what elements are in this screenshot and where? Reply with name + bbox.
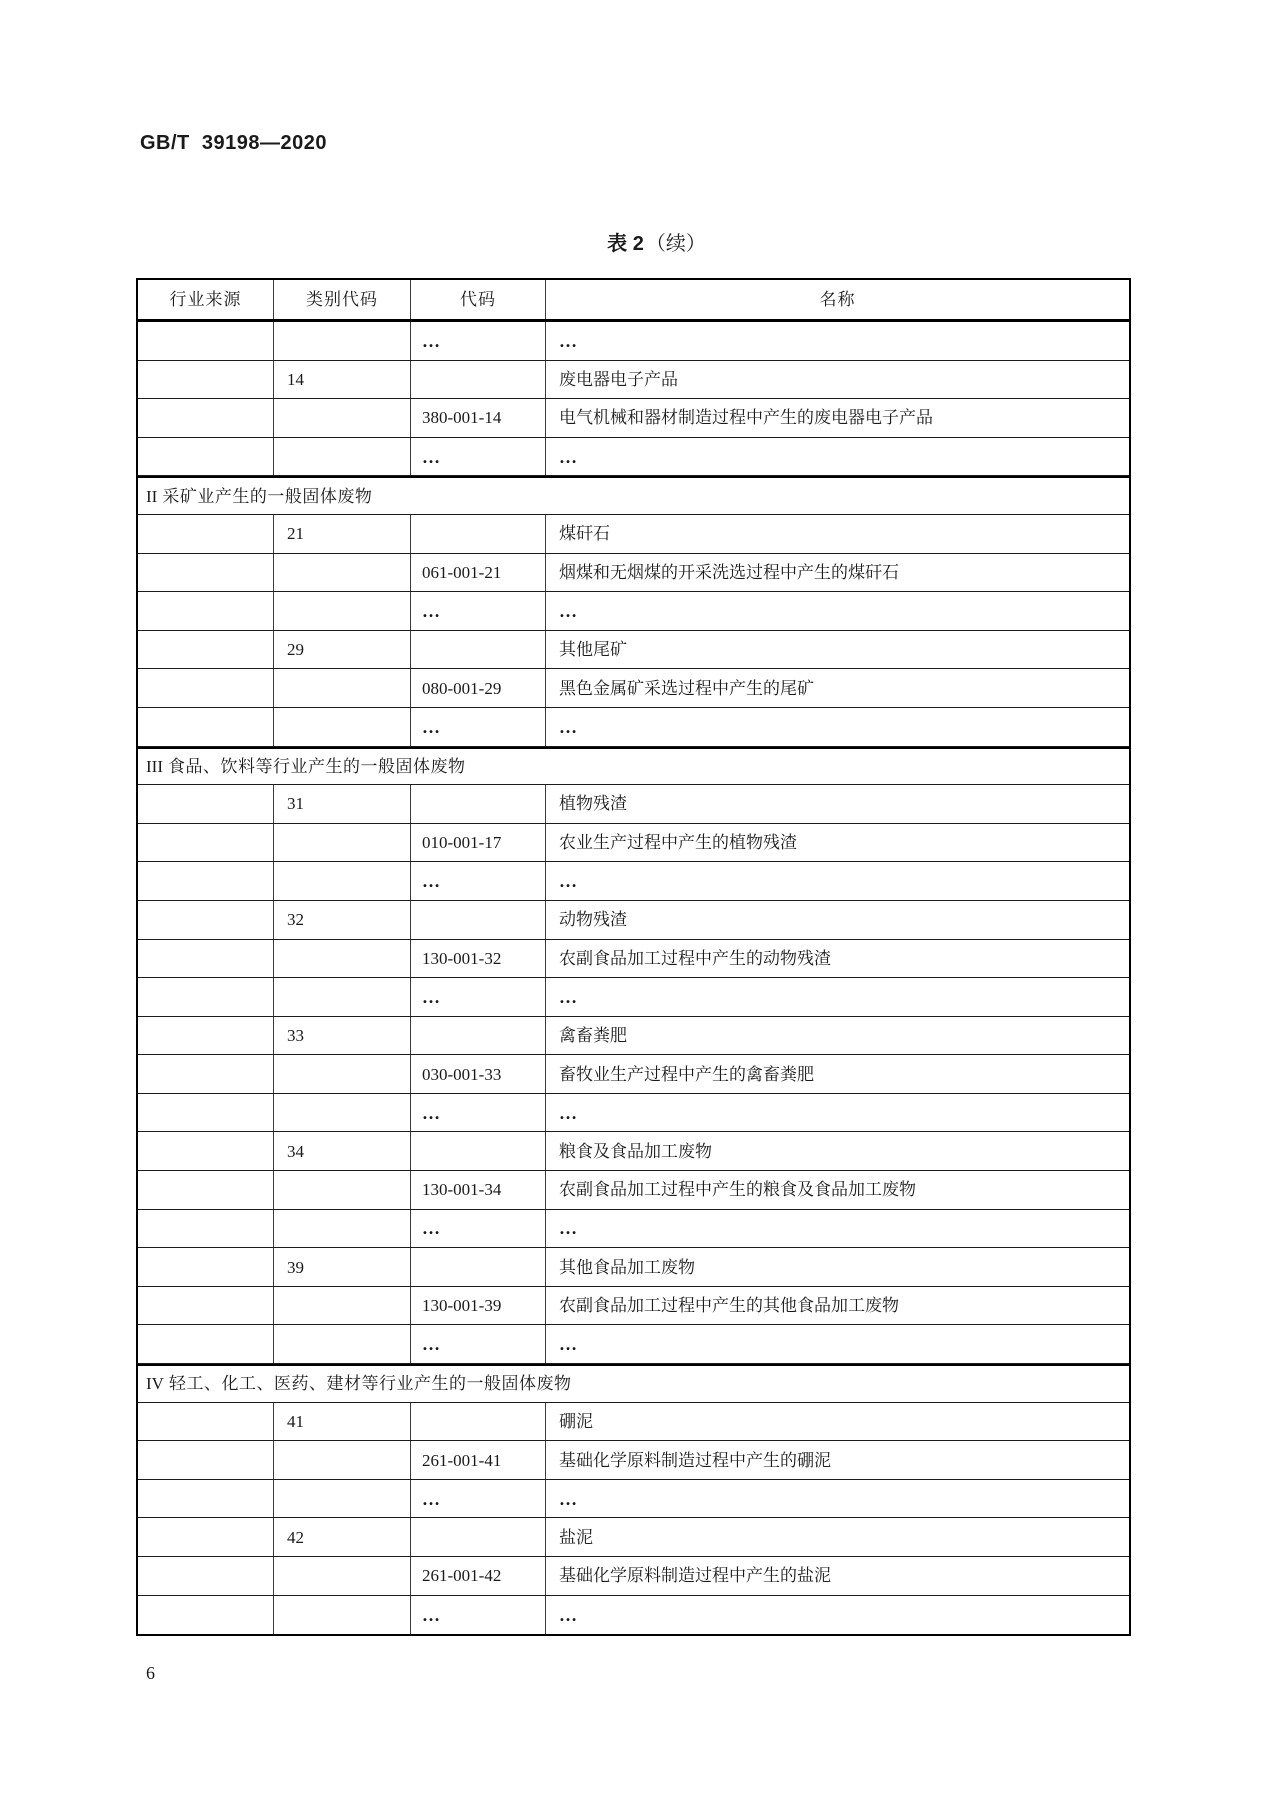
table-row [138, 824, 1129, 863]
category-cell [274, 554, 411, 592]
name-cell: 农副食品加工过程中产生的其他食品加工废物 [559, 1296, 899, 1316]
name-cell: 黑色金属矿采选过程中产生的尾矿 [559, 678, 814, 698]
table-row [138, 669, 1129, 708]
table-row [138, 361, 1129, 400]
table-title-suffix: （续） [645, 233, 706, 255]
table-row [138, 1403, 1129, 1442]
name-cell: 动物残渣 [559, 910, 627, 930]
table-title-main: 表 2 [607, 233, 644, 255]
name-cell: … [559, 330, 579, 351]
section-row [138, 1364, 1129, 1403]
code-cell: 261-001-41 [411, 1441, 546, 1479]
code-cell: … [411, 708, 546, 746]
industry-cell [138, 1210, 274, 1248]
section-text: 采矿业产生的一般固体废物 [162, 486, 373, 506]
table-row [138, 1132, 1129, 1171]
code-cell: … [411, 322, 546, 360]
table-row [138, 1441, 1129, 1480]
name-cell: 农业生产过程中产生的植物残渣 [559, 833, 797, 853]
table-row [138, 1557, 1129, 1596]
table-row [138, 1518, 1129, 1557]
industry-cell [138, 1518, 274, 1556]
category-cell [274, 824, 411, 862]
category-cell: 29 [274, 631, 411, 669]
name-cell: … [559, 1334, 579, 1355]
code-cell: … [411, 1325, 546, 1363]
code-cell: 380-001-14 [411, 399, 546, 437]
section-text: 食品、饮料等行业产生的一般固体废物 [167, 756, 466, 776]
table-row [138, 1596, 1129, 1635]
code-cell: … [411, 978, 546, 1016]
name-cell: 基础化学原料制造过程中产生的盐泥 [559, 1566, 831, 1586]
code-cell [411, 901, 546, 939]
code-cell: 261-001-42 [411, 1557, 546, 1595]
code-cell [411, 1248, 546, 1286]
category-cell [274, 438, 411, 476]
category-cell [274, 399, 411, 437]
name-cell: … [559, 871, 579, 892]
category-cell [274, 1287, 411, 1325]
code-cell: 080-001-29 [411, 669, 546, 707]
header-name: 名称 [819, 290, 856, 309]
industry-cell [138, 1248, 274, 1286]
name-cell: 植物残渣 [559, 794, 627, 814]
category-cell: 33 [274, 1017, 411, 1055]
code-cell [411, 1017, 546, 1055]
table-row [138, 901, 1129, 940]
name-cell: … [559, 1218, 579, 1239]
table-row [138, 940, 1129, 979]
category-cell [274, 1480, 411, 1518]
industry-cell [138, 1480, 274, 1518]
industry-cell [138, 1441, 274, 1479]
code-cell: 061-001-21 [411, 554, 546, 592]
industry-cell [138, 1596, 274, 1635]
code-cell: … [411, 862, 546, 900]
section-text: 轻工、化工、医药、建材等行业产生的一般固体废物 [168, 1374, 572, 1394]
industry-cell [138, 361, 274, 399]
code-cell [411, 361, 546, 399]
code-cell [411, 631, 546, 669]
industry-cell [138, 438, 274, 476]
name-cell: … [559, 1488, 579, 1509]
name-cell: 硼泥 [559, 1411, 593, 1431]
header-category-code: 类别代码 [274, 280, 411, 319]
code-cell [411, 515, 546, 553]
category-cell [274, 708, 411, 746]
table-body [138, 322, 1129, 1634]
name-cell: … [559, 1102, 579, 1123]
table-row [138, 708, 1129, 747]
industry-cell [138, 1403, 274, 1441]
category-cell [274, 1210, 411, 1248]
category-cell [274, 1557, 411, 1595]
section-numeral: III [146, 756, 163, 776]
name-cell: 基础化学原料制造过程中产生的硼泥 [559, 1450, 831, 1470]
industry-cell [138, 1557, 274, 1595]
industry-cell [138, 1325, 274, 1363]
industry-cell [138, 1017, 274, 1055]
code-cell: … [411, 438, 546, 476]
table-row [138, 592, 1129, 631]
table-row [138, 515, 1129, 554]
table-row [138, 1171, 1129, 1210]
name-cell: … [559, 600, 579, 621]
table-row [138, 631, 1129, 670]
table-row [138, 862, 1129, 901]
name-cell: … [559, 716, 579, 737]
industry-cell [138, 708, 274, 746]
name-cell: 畜牧业生产过程中产生的禽畜粪肥 [559, 1064, 814, 1084]
industry-cell [138, 554, 274, 592]
section-label [138, 478, 1129, 514]
category-cell: 39 [274, 1248, 411, 1286]
category-cell: 31 [274, 785, 411, 823]
name-cell: 其他尾矿 [559, 640, 627, 660]
category-cell: 34 [274, 1132, 411, 1170]
name-cell: … [559, 446, 579, 467]
category-cell [274, 1596, 411, 1635]
category-cell [274, 1055, 411, 1093]
category-cell [274, 322, 411, 360]
table-row [138, 785, 1129, 824]
code-cell [411, 1403, 546, 1441]
code-cell [411, 1518, 546, 1556]
code-cell: 010-001-17 [411, 824, 546, 862]
page-number: 6 [146, 1663, 155, 1683]
industry-cell [138, 940, 274, 978]
category-cell [274, 1325, 411, 1363]
name-cell: 农副食品加工过程中产生的动物残渣 [559, 948, 831, 968]
section-numeral: IV [146, 1374, 164, 1394]
name-cell: 盐泥 [559, 1527, 593, 1547]
category-cell [274, 862, 411, 900]
industry-cell [138, 631, 274, 669]
category-cell [274, 1094, 411, 1132]
industry-cell [138, 1094, 274, 1132]
header-industry-source: 行业来源 [138, 280, 274, 319]
category-cell [274, 978, 411, 1016]
code-cell: … [411, 592, 546, 630]
category-cell [274, 1441, 411, 1479]
table-row [138, 399, 1129, 438]
code-cell [411, 785, 546, 823]
category-cell: 42 [274, 1518, 411, 1556]
table-row [138, 1287, 1129, 1326]
category-cell: 14 [274, 361, 411, 399]
category-cell [274, 1171, 411, 1209]
code-cell: … [411, 1480, 546, 1518]
table-row [138, 1210, 1129, 1249]
table-row [138, 322, 1129, 361]
industry-cell [138, 322, 274, 360]
industry-cell [138, 901, 274, 939]
section-row [138, 476, 1129, 515]
table-row [138, 438, 1129, 477]
industry-cell [138, 515, 274, 553]
name-cell: 粮食及食品加工废物 [559, 1141, 712, 1161]
code-cell: … [411, 1094, 546, 1132]
industry-cell [138, 978, 274, 1016]
category-cell: 32 [274, 901, 411, 939]
code-cell: 130-001-32 [411, 940, 546, 978]
name-cell: 烟煤和无烟煤的开采洗选过程中产生的煤矸石 [559, 562, 899, 582]
name-cell: 其他食品加工废物 [559, 1257, 695, 1277]
name-cell: … [559, 1604, 579, 1625]
table-row [138, 1017, 1129, 1056]
category-cell: 41 [274, 1403, 411, 1441]
name-cell: 禽畜粪肥 [559, 1025, 627, 1045]
code-cell: 030-001-33 [411, 1055, 546, 1093]
section-row [138, 747, 1129, 786]
industry-cell [138, 1132, 274, 1170]
table-row [138, 1094, 1129, 1133]
industry-cell [138, 785, 274, 823]
category-cell [274, 669, 411, 707]
industry-cell [138, 1055, 274, 1093]
industry-cell [138, 399, 274, 437]
industry-cell [138, 862, 274, 900]
waste-classification-table [136, 278, 1131, 1636]
category-cell [274, 940, 411, 978]
table-row [138, 978, 1129, 1017]
industry-cell [138, 824, 274, 862]
section-numeral: II [146, 486, 158, 506]
table-header-row [138, 280, 1129, 322]
name-cell: 电气机械和器材制造过程中产生的废电器电子产品 [559, 408, 933, 428]
table-row [138, 1055, 1129, 1094]
name-cell: … [559, 986, 579, 1007]
code-cell: 130-001-39 [411, 1287, 546, 1325]
code-cell [411, 1132, 546, 1170]
industry-cell [138, 669, 274, 707]
section-label [138, 1366, 1129, 1402]
doc-number: GB/T 39198—2020 [140, 132, 327, 154]
category-cell [274, 592, 411, 630]
table-row [138, 554, 1129, 593]
category-cell: 21 [274, 515, 411, 553]
industry-cell [138, 592, 274, 630]
name-cell: 煤矸石 [559, 524, 610, 544]
code-cell: … [411, 1596, 546, 1635]
table-title [161, 227, 1152, 256]
code-cell: … [411, 1210, 546, 1248]
table-row [138, 1480, 1129, 1519]
code-cell: 130-001-34 [411, 1171, 546, 1209]
table-row [138, 1325, 1129, 1364]
header-code: 代码 [411, 280, 546, 319]
industry-cell [138, 1287, 274, 1325]
section-label [138, 749, 1129, 785]
name-cell: 废电器电子产品 [559, 369, 678, 389]
table-row [138, 1248, 1129, 1287]
name-cell: 农副食品加工过程中产生的粮食及食品加工废物 [559, 1180, 916, 1200]
industry-cell [138, 1171, 274, 1209]
